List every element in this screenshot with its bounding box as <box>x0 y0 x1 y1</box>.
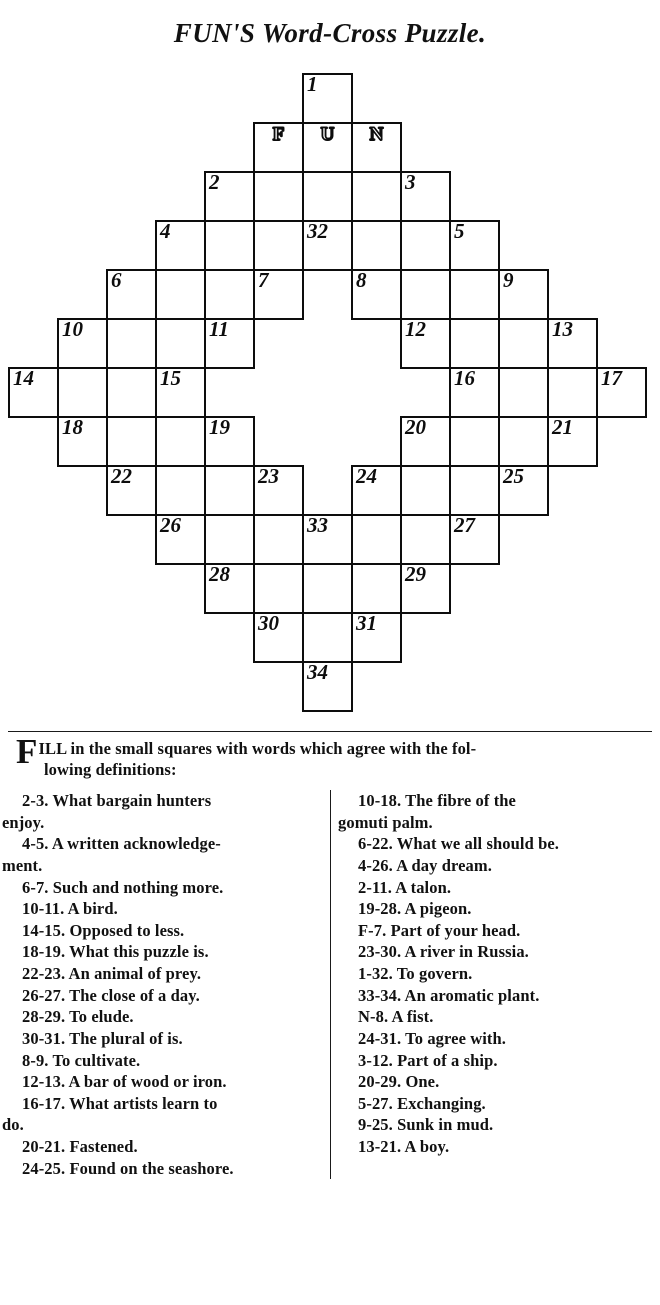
drop-cap: F <box>16 732 38 771</box>
puzzle-cell-31[interactable] <box>351 612 402 663</box>
clue-ref: 2-3. <box>22 791 49 811</box>
puzzle-cell-blank[interactable] <box>400 269 451 320</box>
clue-item <box>348 1093 648 1115</box>
clue-text: Such and nothing more. <box>48 877 224 897</box>
cell-number: 22 <box>111 464 132 488</box>
clue-text: A bird. <box>64 899 118 919</box>
cell-number: 24 <box>356 464 377 488</box>
clue-text: What we all should be. <box>392 834 559 854</box>
puzzle-cell-blank[interactable] <box>204 220 255 271</box>
clue-item <box>348 985 648 1007</box>
clue-ref: 10-11. <box>22 899 65 919</box>
cell-number: 19 <box>209 415 230 439</box>
puzzle-cell-blank[interactable] <box>351 220 402 271</box>
puzzle-cell-blank[interactable] <box>449 318 500 369</box>
clue-column-right <box>330 790 648 1179</box>
clue-ref: 23-30. <box>358 942 402 962</box>
puzzle-cell-blank[interactable] <box>351 563 402 614</box>
clue-ref: 4-5. <box>22 834 49 854</box>
clue-text: Sunk in mud. <box>392 1115 494 1135</box>
clue-ref: 16-17. <box>22 1093 66 1113</box>
clue-item <box>348 1028 648 1050</box>
puzzle-cell-letter-U[interactable] <box>302 122 353 173</box>
cell-number: 20 <box>405 415 426 439</box>
puzzle-cell-25[interactable] <box>498 465 549 516</box>
clue-item <box>12 941 314 963</box>
puzzle-cell-13[interactable] <box>547 318 598 369</box>
clue-ref: 14-15. <box>22 920 66 940</box>
clue-item <box>12 1050 314 1072</box>
clue-item <box>12 898 314 920</box>
cell-number: 6 <box>111 268 122 292</box>
clue-item <box>348 833 648 855</box>
horizontal-rule <box>8 731 652 732</box>
puzzle-cell-8[interactable] <box>351 269 402 320</box>
cell-number: 14 <box>13 366 34 390</box>
clue-ref: 26-27. <box>22 985 66 1005</box>
cell-number: 11 <box>209 317 229 341</box>
clue-item <box>348 1114 648 1136</box>
clue-text: Part of your head. <box>386 920 521 940</box>
clue-ref: 1-32. <box>358 964 393 984</box>
instructions <box>16 732 644 780</box>
cell-number: 23 <box>258 464 279 488</box>
cell-letter: F <box>272 124 285 145</box>
clue-text-continued: gomuti palm. <box>338 812 433 832</box>
clue-text: An aromatic plant. <box>401 985 540 1005</box>
cell-letter: N <box>369 124 384 145</box>
puzzle-cell-15[interactable] <box>155 367 206 418</box>
cell-number: 27 <box>454 513 475 537</box>
puzzle-cell-letter-F[interactable] <box>253 122 304 173</box>
puzzle-cell-32[interactable] <box>302 220 353 271</box>
clue-text: To govern. <box>392 964 473 984</box>
puzzle-cell-22[interactable] <box>106 465 157 516</box>
cell-number: 3 <box>405 170 416 194</box>
clue-ref: 13-21. <box>358 1136 402 1156</box>
clue-item <box>348 898 648 920</box>
puzzle-cell-19[interactable] <box>204 416 255 467</box>
clue-item <box>12 985 314 1007</box>
clue-text: Part of a ship. <box>392 1050 498 1070</box>
puzzle-cell-blank[interactable] <box>253 171 304 222</box>
puzzle-cell-blank[interactable] <box>498 367 549 418</box>
clue-item <box>348 941 648 963</box>
puzzle-cell-1[interactable] <box>302 73 353 124</box>
cell-number: 8 <box>356 268 367 292</box>
clue-item <box>348 1136 648 1158</box>
clue-ref: 24-31. <box>358 1028 402 1048</box>
instructions-line-2: lowing definitions: <box>44 760 177 780</box>
cell-number: 31 <box>356 611 377 635</box>
clue-ref: 28-29. <box>22 1007 66 1027</box>
clue-ref: 6-7. <box>22 877 49 897</box>
puzzle-cell-blank[interactable] <box>498 416 549 467</box>
clue-text: A talon. <box>391 877 452 897</box>
puzzle-cell-6[interactable] <box>106 269 157 320</box>
clue-ref: N-8. <box>358 1007 389 1027</box>
clue-text: A river in Russia. <box>401 942 529 962</box>
puzzle-cell-blank[interactable] <box>449 465 500 516</box>
puzzle-cell-18[interactable] <box>57 416 108 467</box>
cell-number: 9 <box>503 268 514 292</box>
clue-item <box>348 920 648 942</box>
word-cross-puzzle <box>0 51 660 731</box>
clue-column-left <box>2 790 330 1179</box>
clue-ref: 20-29. <box>358 1072 402 1092</box>
clue-item <box>12 1006 314 1028</box>
cell-number: 29 <box>405 562 426 586</box>
clue-ref: 33-34. <box>358 985 402 1005</box>
puzzle-cell-14[interactable] <box>8 367 59 418</box>
clue-text: A written acknowledge- <box>48 834 221 854</box>
clue-item <box>348 1071 648 1093</box>
clue-ref: 22-23. <box>22 964 66 984</box>
clue-ref: 30-31. <box>22 1028 66 1048</box>
puzzle-cell-blank[interactable] <box>204 269 255 320</box>
clue-item <box>12 1158 314 1180</box>
clue-ref: 8-9. <box>22 1050 49 1070</box>
cell-number: 28 <box>209 562 230 586</box>
clue-ref: 19-28. <box>358 899 402 919</box>
cell-number: 12 <box>405 317 426 341</box>
clue-ref: 4-26. <box>358 856 393 876</box>
puzzle-cell-28[interactable] <box>204 563 255 614</box>
clue-item <box>12 963 314 985</box>
clue-ref: 2-11. <box>358 877 392 897</box>
cell-number: 2 <box>209 170 220 194</box>
clue-text: To cultivate. <box>48 1050 141 1070</box>
puzzle-grid <box>8 73 652 723</box>
puzzle-cell-blank[interactable] <box>351 171 402 222</box>
cell-number: 30 <box>258 611 279 635</box>
puzzle-cell-34[interactable] <box>302 661 353 712</box>
clue-item <box>12 1136 314 1158</box>
clue-text: The fibre of the <box>401 791 516 811</box>
clue-text: The close of a day. <box>65 985 200 1005</box>
puzzle-cell-blank[interactable] <box>155 269 206 320</box>
puzzle-cell-10[interactable] <box>57 318 108 369</box>
puzzle-cell-30[interactable] <box>253 612 304 663</box>
clue-text: Exchanging. <box>392 1093 486 1113</box>
clue-text: To agree with. <box>401 1028 507 1048</box>
clue-text: To elude. <box>65 1007 134 1027</box>
puzzle-cell-27[interactable] <box>449 514 500 565</box>
clue-ref: F-7. <box>358 920 387 940</box>
puzzle-cell-blank[interactable] <box>302 171 353 222</box>
puzzle-cell-17[interactable] <box>596 367 647 418</box>
puzzle-cell-blank[interactable] <box>155 318 206 369</box>
puzzle-cell-33[interactable] <box>302 514 353 565</box>
puzzle-cell-letter-N[interactable] <box>351 122 402 173</box>
clue-item <box>348 1006 648 1028</box>
clue-item <box>12 877 314 899</box>
puzzle-cell-16[interactable] <box>449 367 500 418</box>
cell-number: 16 <box>454 366 475 390</box>
clue-item <box>348 1050 648 1072</box>
puzzle-cell-3[interactable] <box>400 171 451 222</box>
puzzle-cell-11[interactable] <box>204 318 255 369</box>
clue-text-continued: do. <box>2 1115 24 1135</box>
clue-columns <box>2 790 648 1179</box>
puzzle-cell-9[interactable] <box>498 269 549 320</box>
clue-text: A pigeon. <box>401 899 472 919</box>
puzzle-cell-blank[interactable] <box>204 465 255 516</box>
puzzle-cell-5[interactable] <box>449 220 500 271</box>
puzzle-cell-blank[interactable] <box>302 612 353 663</box>
puzzle-cell-blank[interactable] <box>253 563 304 614</box>
clue-text: Opposed to less. <box>65 920 185 940</box>
clue-ref: 3-12. <box>358 1050 393 1070</box>
cell-number: 7 <box>258 268 269 292</box>
puzzle-cell-blank[interactable] <box>204 514 255 565</box>
clue-item <box>12 920 314 942</box>
puzzle-cell-2[interactable] <box>204 171 255 222</box>
puzzle-cell-12[interactable] <box>400 318 451 369</box>
clue-text: What artists learn to <box>65 1093 218 1113</box>
puzzle-cell-blank[interactable] <box>106 318 157 369</box>
clue-text: A bar of wood or iron. <box>65 1072 227 1092</box>
clue-text-continued: enjoy. <box>2 812 45 832</box>
clue-ref: 12-13. <box>22 1072 66 1092</box>
column-divider <box>330 790 331 1179</box>
puzzle-cell-blank[interactable] <box>106 367 157 418</box>
clue-item <box>348 855 648 877</box>
puzzle-cell-21[interactable] <box>547 416 598 467</box>
clue-item <box>2 833 314 876</box>
puzzle-cell-blank[interactable] <box>449 416 500 467</box>
clue-item <box>2 790 314 833</box>
cell-number: 4 <box>160 219 171 243</box>
puzzle-cell-blank[interactable] <box>155 465 206 516</box>
clue-ref: 24-25. <box>22 1158 66 1178</box>
puzzle-cell-blank[interactable] <box>106 416 157 467</box>
cell-number: 25 <box>503 464 524 488</box>
puzzle-cell-blank[interactable] <box>498 318 549 369</box>
clue-ref: 20-21. <box>22 1136 66 1156</box>
cell-number: 10 <box>62 317 83 341</box>
clue-text-continued: ment. <box>2 856 43 876</box>
cell-number: 26 <box>160 513 181 537</box>
clue-item <box>338 790 648 833</box>
puzzle-cell-blank[interactable] <box>400 465 451 516</box>
cell-number: 21 <box>552 415 573 439</box>
puzzle-cell-blank[interactable] <box>400 514 451 565</box>
cell-number: 5 <box>454 219 465 243</box>
clue-ref: 9-25. <box>358 1115 393 1135</box>
clue-text: Fastened. <box>65 1136 138 1156</box>
clue-text: Found on the seashore. <box>65 1158 234 1178</box>
cell-number: 1 <box>307 72 318 96</box>
clue-item <box>348 963 648 985</box>
cell-number: 18 <box>62 415 83 439</box>
clue-text: One. <box>401 1072 440 1092</box>
cell-number: 15 <box>160 366 181 390</box>
clue-text: What bargain hunters <box>48 791 212 811</box>
clue-text: A day dream. <box>392 856 492 876</box>
puzzle-cell-blank[interactable] <box>253 514 304 565</box>
clue-text: A boy. <box>401 1136 450 1156</box>
cell-number: 33 <box>307 513 328 537</box>
clue-ref: 10-18. <box>358 791 402 811</box>
clue-text: A fist. <box>388 1007 434 1027</box>
clue-text: What this puzzle is. <box>65 942 209 962</box>
puzzle-cell-blank[interactable] <box>400 220 451 271</box>
clue-item <box>12 1071 314 1093</box>
puzzle-cell-blank[interactable] <box>155 416 206 467</box>
puzzle-cell-20[interactable] <box>400 416 451 467</box>
clue-ref: 6-22. <box>358 834 393 854</box>
puzzle-cell-blank[interactable] <box>351 514 402 565</box>
cell-number: 34 <box>307 660 328 684</box>
puzzle-cell-blank[interactable] <box>449 269 500 320</box>
clue-text: An animal of prey. <box>65 964 202 984</box>
page-title: FUN'S Word-Cross Puzzle. <box>173 18 487 48</box>
puzzle-cell-blank[interactable] <box>253 220 304 271</box>
puzzle-cell-23[interactable] <box>253 465 304 516</box>
cell-letter: U <box>320 124 335 145</box>
clue-ref: 5-27. <box>358 1093 393 1113</box>
clue-item <box>348 877 648 899</box>
clue-text: The plural of is. <box>65 1028 183 1048</box>
puzzle-cell-26[interactable] <box>155 514 206 565</box>
puzzle-cell-blank[interactable] <box>302 563 353 614</box>
puzzle-cell-blank[interactable] <box>547 367 598 418</box>
puzzle-cell-4[interactable] <box>155 220 206 271</box>
cell-number: 32 <box>307 219 328 243</box>
clue-block <box>0 731 660 1185</box>
clue-item <box>12 1028 314 1050</box>
puzzle-cell-29[interactable] <box>400 563 451 614</box>
clue-ref: 18-19. <box>22 942 66 962</box>
cell-number: 17 <box>601 366 622 390</box>
instructions-line-1: ILL in the small squares with words which agree with the fol- <box>38 739 477 758</box>
cell-number: 13 <box>552 317 573 341</box>
puzzle-cell-blank[interactable] <box>57 367 108 418</box>
clue-item <box>2 1093 314 1136</box>
puzzle-cell-24[interactable] <box>351 465 402 516</box>
puzzle-cell-7[interactable] <box>253 269 304 320</box>
